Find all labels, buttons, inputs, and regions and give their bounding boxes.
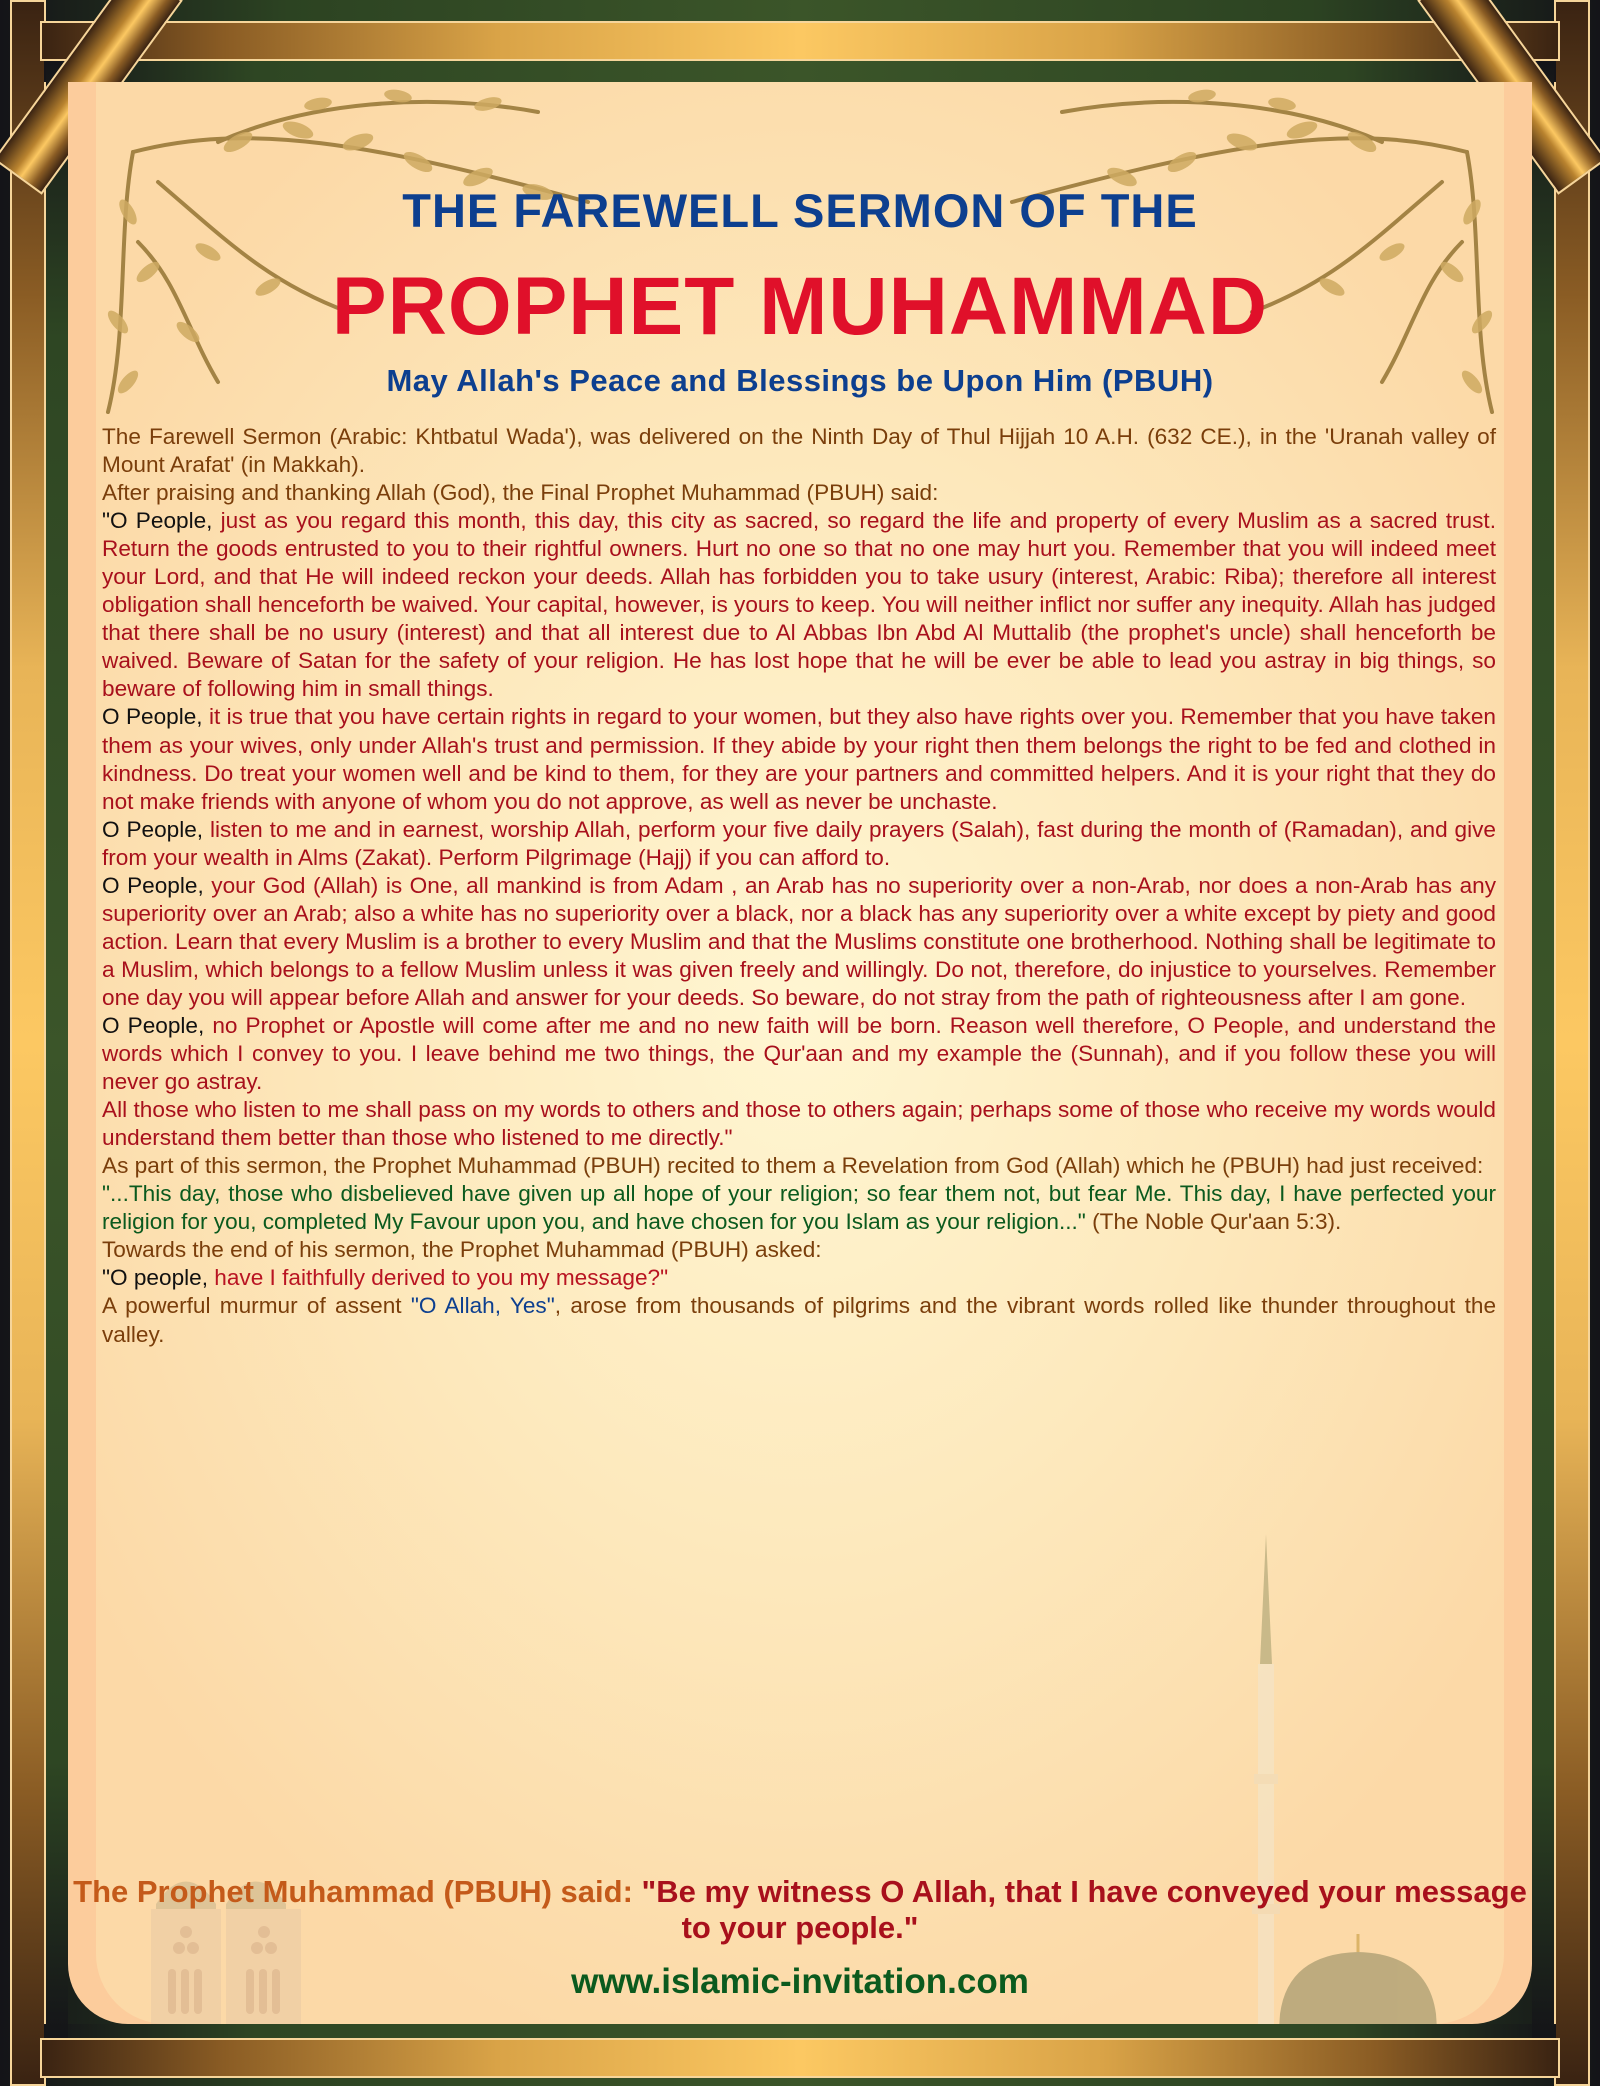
subtitle: May Allah's Peace and Blessings be Upon Him (PBUH) xyxy=(386,363,1214,398)
revelation-verse-paragraph xyxy=(102,1180,1496,1236)
o-people-lead: O People, xyxy=(102,704,203,730)
sermon-paragraph-1 xyxy=(102,507,1496,703)
parchment-panel xyxy=(68,82,1532,2024)
revelation-intro: As part of this sermon, the Prophet Muhammad (PBUH) recited to them a Revelation from God (Allah) which he (PBUH) had just received: xyxy=(102,1153,1484,1179)
revelation-citation: (The Noble Qur'aan 5:3). xyxy=(1085,1209,1342,1235)
sermon-text: it is true that you have certain rights in regard to your women, but they also have rights over you. Remember that you have taken them as your wives, only under Allah's trust and permission. If they abide by your right then them belongs the right to be fed and clothed in kindness. Do treat your women well and be kind to them, for they are your partners and committed helpers. And it is your right that they do not make friends with anyone of whom you do not approve, as well as never be unchaste. xyxy=(102,704,1496,814)
frame-gold-bar-bottom xyxy=(40,2038,1560,2078)
intro-paragraph-2: After praising and thanking Allah (God), the Final Prophet Muhammad (PBUH) said: xyxy=(102,480,939,506)
assent-before: A powerful murmur of assent xyxy=(102,1293,411,1319)
frame-green-band-top xyxy=(44,61,1556,82)
website-link[interactable]: www.islamic-invitation.com xyxy=(571,1962,1029,2001)
closing-quote-text: "Be my witness O Allah, that I have conveyed your message to your people." xyxy=(641,1874,1527,1945)
frame-green-band-bottom xyxy=(44,2024,1556,2038)
o-people-lead: O People, xyxy=(102,872,204,898)
question-text: have I faithfully derived to you my message?" xyxy=(208,1265,669,1291)
sermon-paragraph-2 xyxy=(102,703,1496,815)
closing-attribution: The Prophet Muhammad (PBUH) said: xyxy=(73,1874,642,1909)
title-line-2: PROPHET MUHAMMAD xyxy=(331,261,1269,352)
frame-gold-bar-right xyxy=(1554,0,1590,2086)
sermon-body xyxy=(102,423,1496,1349)
ending-asked-intro: Towards the end of his sermon, the Prophet Muhammad (PBUH) asked: xyxy=(102,1237,822,1263)
frame-gold-bar-left xyxy=(10,0,46,2086)
title-line-1: THE FAREWELL SERMON OF THE xyxy=(402,184,1198,237)
sermon-text: listen to me and in earnest, worship Allah, perform your five daily prayers (Salah), fast during the month of (Ramadan), and give from your wealth in Alms (Zakat). Perform Pilgrimage (Hajj) if you can afford to. xyxy=(102,816,1496,870)
o-people-lead: "O People, xyxy=(102,508,213,534)
assent-after: , arose from thousands of pilgrims and the vibrant words rolled like thunder throughout the valley. xyxy=(102,1293,1497,1347)
ending-question xyxy=(102,1264,1496,1292)
sermon-text: no Prophet or Apostle will come after me and no new faith will be born. Reason well therefore, O People, and understand the words which I convey to you. I leave behind me two things, the Qur'aan and my example the (Sunnah), and if you follow these you will never go astray. xyxy=(102,1012,1497,1095)
frame-green-band-left xyxy=(46,61,68,2038)
ending-assent xyxy=(102,1292,1496,1348)
sermon-text: All those who listen to me shall pass on my words to others and those to others again; perhaps some of those who receive my words would understand them better than those who listened to me directly." xyxy=(102,1097,1496,1151)
revelation-verse: "...This day, those who disbelieved have given up all hope of your religion; so fear them not, but fear Me. This day, I have perfected your religion for you, completed My Favour upon you, and have chosen for you Islam as your religion..." xyxy=(102,1181,1496,1235)
o-people-lead: O People, xyxy=(102,816,204,842)
closing-quote xyxy=(68,1874,1532,1946)
sermon-paragraph-4 xyxy=(102,872,1496,1012)
o-people-lead: O People, xyxy=(102,1012,205,1038)
o-people-lead: "O people, xyxy=(102,1265,208,1291)
sermon-paragraph-3 xyxy=(102,816,1496,872)
assent-quote: "O Allah, Yes" xyxy=(410,1293,555,1319)
intro-paragraph-1: The Farewell Sermon (Arabic: Khtbatul Wada'), was delivered on the Ninth Day of Thul Hijjah 10 A.H. (632 CE.), in the 'Uranah valley of Mount Arafat' (in Makkah). xyxy=(102,424,1496,478)
sermon-paragraph-6 xyxy=(102,1096,1496,1152)
sermon-paragraph-5 xyxy=(102,1012,1496,1096)
sermon-text: your God (Allah) is One, all mankind is from Adam , an Arab has no superiority over a non-Arab, nor does a non-Arab has any superiority over an Arab; also a white has no superiority over a black, nor a black has any superiority over a white except by piety and good action. Learn that every Muslim is a brother to every Muslim and that the Muslims constitute one brotherhood. Nothing shall be legitimate to a Muslim, which belongs to a fellow Muslim unless it was given freely and willingly. Do not, therefore, do injustice to yourselves. Remember one day you will appear before Allah and answer for your deeds. So beware, do not stray from the path of righteousness after I am gone. xyxy=(102,872,1497,1010)
frame-gold-bar-top xyxy=(40,21,1560,61)
frame-green-band-right xyxy=(1532,61,1554,2038)
sermon-text: just as you regard this month, this day, this city as sacred, so regard the life and property of every Muslim as a sacred trust. Return the goods entrusted to you to their rightful owners. Hurt no one so that no one may hurt you. Remember that you will indeed meet your Lord, and that He will indeed reckon your deeds. Allah has forbidden you to take usury (interest, Arabic: Riba); therefore all interest obligation shall henceforth be waived. Your capital, however, is yours to keep. You will neither inflict nor suffer any inequity. Allah has judged that there shall be no usury (interest) and that all interest due to Al Abbas Ibn Abd Al Muttalib (the prophet's uncle) shall henceforth be waived. Beware of Satan for the safety of your religion. He has lost hope that he will be ever be able to lead you astray in big things, so beware of following him in small things. xyxy=(102,508,1496,702)
